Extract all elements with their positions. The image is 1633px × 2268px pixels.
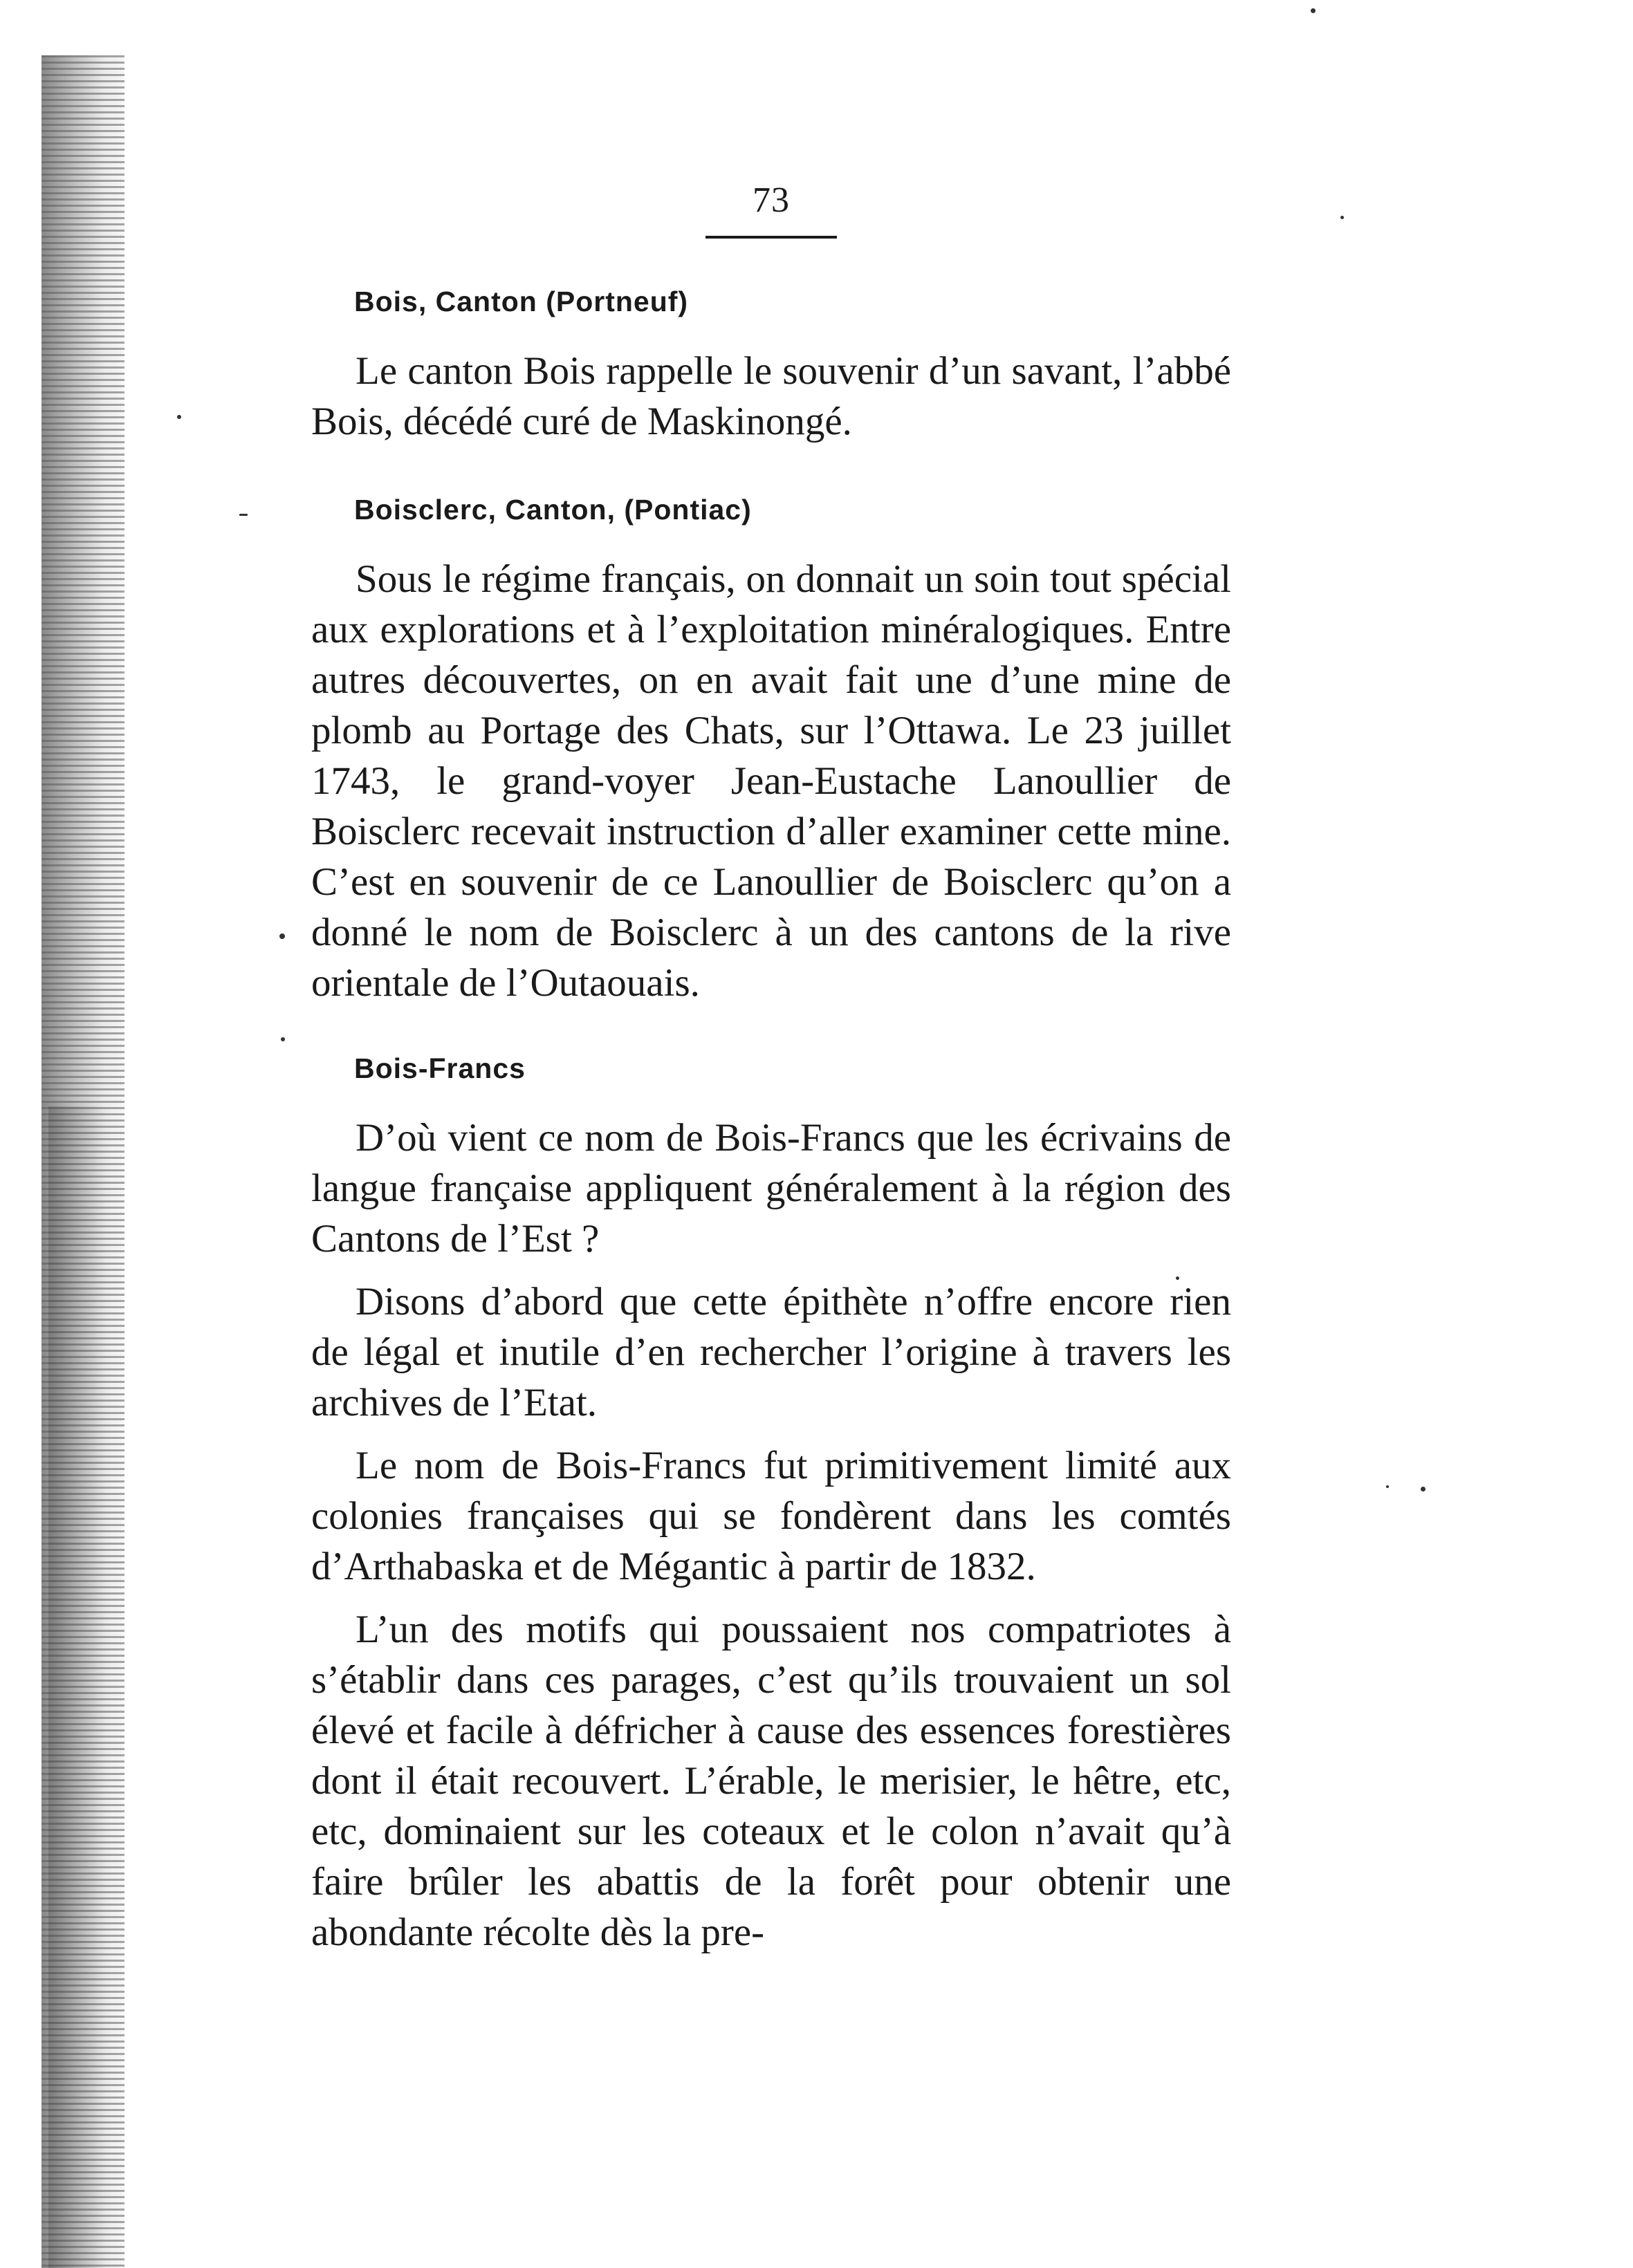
scan-speck: [1386, 1485, 1389, 1488]
page-number: 73: [753, 180, 790, 220]
page-content: [311, 180, 1231, 1958]
scan-speck: [281, 1037, 285, 1041]
scan-speck: [1421, 1487, 1426, 1491]
entry-paragraph: Disons d’abord que cette épithète n’offre encore rien de légal et inutile d’en rechercher l’origine à travers les archives de l’Etat.: [311, 1280, 1231, 1424]
scan-speck: [239, 514, 248, 516]
scan-speck: [1311, 8, 1316, 13]
page-number-rule: [705, 236, 837, 239]
scan-speck: [177, 415, 181, 419]
entry-paragraph: L’un des motifs qui poussaient nos compatriotes à s’établir dans ces parages, c’est qu’ils trouvaient un sol élevé et facile à défricher à cause des essences forestières dont il était recouvert. L’érable, le merisier, le hêtre, etc, etc, dominaient sur les coteaux et le colon n’avait qu’à faire brûler les abattis de la forêt pour obtenir une abondante récolte dès la pre-: [311, 1608, 1231, 1954]
scan-speck: [1340, 216, 1344, 219]
scan-speck: [279, 933, 285, 939]
entry-heading-bois-canton: Bois, Canton (Portneuf): [354, 286, 689, 317]
page-binding-shadow: [48, 1106, 111, 2268]
entry-paragraph: D’où vient ce nom de Bois-Francs que les écrivains de langue française appliquent généralement à la région des Cantons de l’Est ?: [311, 1116, 1231, 1261]
entry-heading-boisclerc-canton: Boisclerc, Canton, (Pontiac): [354, 494, 752, 526]
entry-heading-bois-francs: Bois-Francs: [354, 1052, 526, 1084]
entry-paragraph: Sous le régime français, on donnait un soin tout spécial aux explorations et à l’exploitation minéralogiques. Entre autres découvertes, on en avait fait une d’une mine de plomb au Portage des Chats, sur l’Ottawa. Le 23 juillet 1743, le grand-voyer Jean-Eustache Lanoullier de Boisclerc recevait instruction d’aller examiner cette mine. C’est en souvenir de ce Lanoullier de Boisclerc qu’on a donné le nom de Boisclerc à un des cantons de la rive orientale de l’Outaouais.: [311, 557, 1231, 1005]
entry-paragraph: Le nom de Bois-Francs fut primitivement limité aux colonies françaises qui se fondèrent dans les comtés d’Arthabaska et de Mégantic à partir de 1832.: [311, 1444, 1231, 1588]
entry-paragraph: Le canton Bois rappelle le souvenir d’un savant, l’abbé Bois, décédé curé de Maskinongé.: [311, 349, 1231, 443]
